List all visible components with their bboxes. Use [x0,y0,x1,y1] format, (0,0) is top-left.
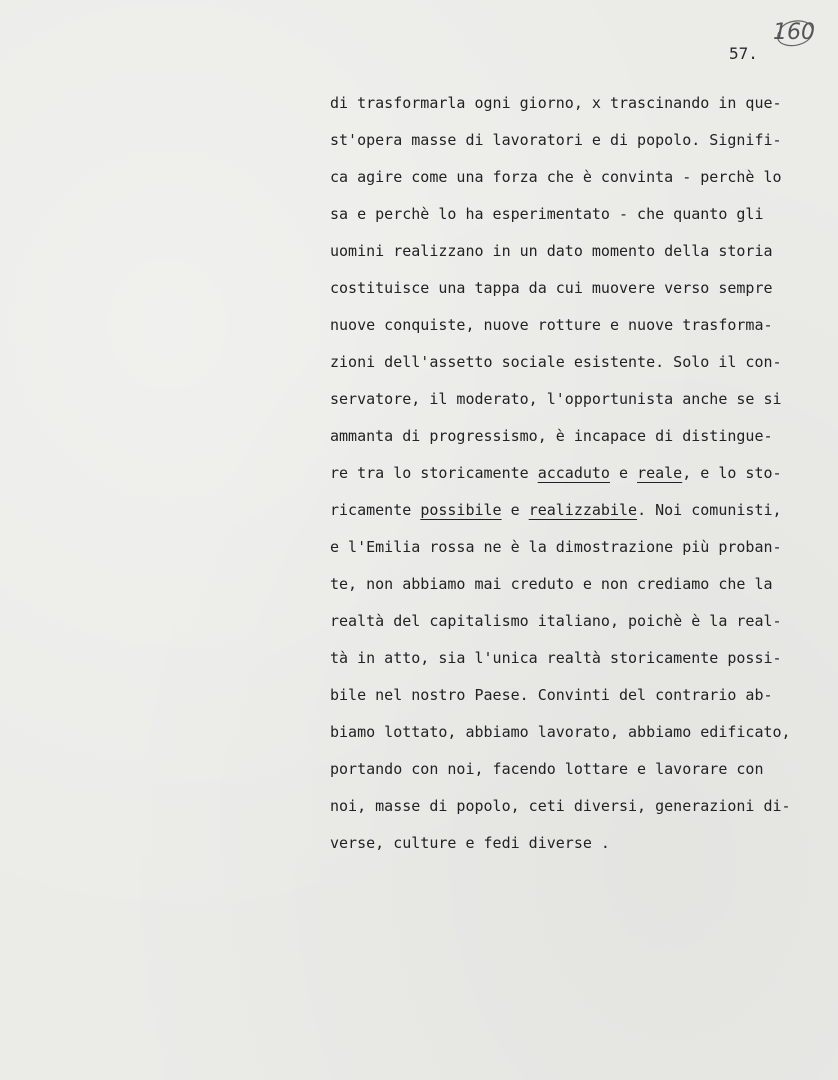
text-line: servatore, il moderato, l'opportunista anche se si [330,390,782,408]
text-line: costituisce una tappa da cui muovere verso sempre [330,279,773,297]
text-line: ca agire come una forza che è convinta - perchè lo [330,168,782,186]
underlined-word: realizzabile [528,501,638,519]
reverse-side-bleed-through [300,300,332,370]
text-line: bile nel nostro Paese. Convinti del contrario ab- [330,686,773,704]
text-line: te, non abbiamo mai creduto e non crediamo che la [330,575,773,593]
text-line: e l'Emilia rossa ne è la dimostrazione più proban- [330,538,782,556]
page-number: 57. [729,44,758,63]
archive-stamp-number [770,12,818,52]
text-line: zioni dell'assetto sociale esistente. Solo il con- [330,353,782,371]
text-line: portando con noi, facendo lottare e lavorare con [330,760,764,778]
text-line: noi, masse di popolo, ceti diversi, generazioni di- [330,797,791,815]
text-line: re tra lo storicamente accaduto e reale, e lo sto- [330,464,782,482]
archive-number-text: 160 [773,19,815,45]
text-line: biamo lottato, abbiamo lavorato, abbiamo edificato, [330,723,791,741]
text-line: realtà del capitalismo italiano, poichè è la real- [330,612,782,630]
typewritten-body [330,85,835,862]
text-line: verse, culture e fedi diverse . [330,834,610,852]
underlined-word: accaduto [537,464,610,482]
text-line: nuove conquiste, nuove rotture e nuove trasforma- [330,316,773,334]
text-line: sa e perchè lo ha esperimentato - che quanto gli [330,205,764,223]
underlined-word: possibile [420,501,502,519]
text-line: ammanta di progressismo, è incapace di distingue- [330,427,773,445]
text-line: uomini realizzano in un dato momento della storia [330,242,773,260]
text-line: tà in atto, sia l'unica realtà storicamente possi- [330,649,782,667]
text-line: di trasformarla ogni giorno, x trascinando in que- [330,94,782,112]
underlined-word: reale [637,464,683,482]
text-line: st'opera masse di lavoratori e di popolo. Signifi- [330,131,782,149]
text-line: ricamente possibile e realizzabile. Noi comunisti, [330,501,782,519]
